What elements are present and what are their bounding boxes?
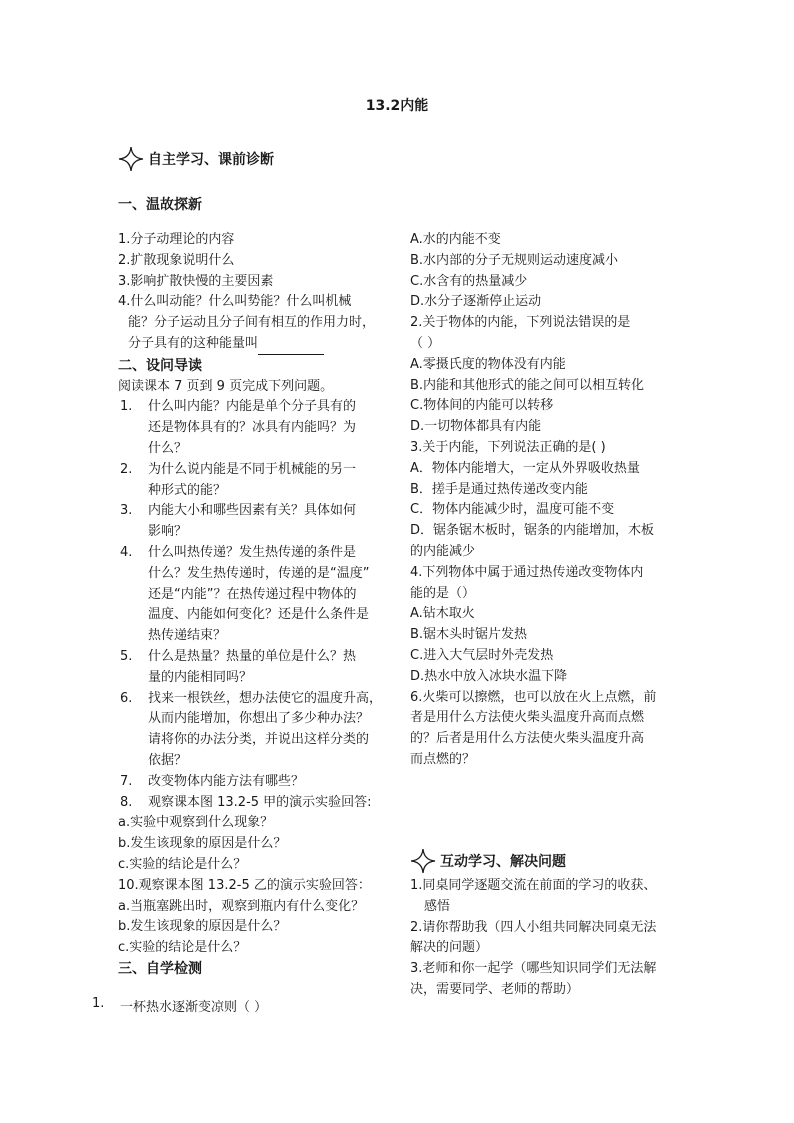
page-title: 13.2内能 (365, 98, 429, 114)
q10-sub: b.发生该现象的原因是什么？ (118, 919, 287, 935)
review-item: 2.扩散现象说明什么 (118, 252, 235, 268)
four-point-star-icon (118, 146, 144, 172)
guided-question: 5. 什么是热量？热量的单位是什么？热 量的内能相同吗？ (120, 648, 357, 685)
four-point-star-icon (410, 848, 436, 874)
q8-sub: a.实验中观察到什么现象？ (118, 815, 274, 831)
interact-item: 2.请你帮助我（四人小组共同解决同桌无法 (410, 919, 657, 935)
option: B．搓手是通过热传递改变内能 (410, 481, 588, 497)
option: D．锯条锯木板时，锯条的内能增加，木板 (410, 523, 655, 539)
interact-item: 解决的问题） (410, 940, 489, 956)
self-test-q1: 1. 一杯热水逐渐变凉则（ ） (92, 996, 268, 1015)
option: D.热水中放入冰块水温下降 (410, 668, 568, 684)
question-line: 3.关于内能，下列说法正确的是( ) (410, 439, 606, 455)
guided-question: 6. 找来一根铁丝，想办法使它的温度升高， 从而内能增加，你想出了多少种办法？ 请将你的办法分类，并说出这样分类的 依据？ (120, 690, 383, 768)
q10-sub: a.当瓶塞跳出时，观察到瓶内有什么变化？ (118, 898, 365, 914)
interact-item: 1.同桌同学逐题交流在前面的学习的收获、 (410, 878, 657, 893)
interactive-study-heading (410, 848, 566, 874)
guided-questions-heading: 二、设问导读 (118, 357, 202, 374)
q8-sub: c.实验的结论是什么？ (118, 856, 247, 872)
option: A．物体内能增大，一定从外界吸收热量 (410, 460, 640, 476)
self-test-heading: 三、自学检测 (118, 960, 202, 977)
option: B.水内部的分子无规则运动速度减小 (410, 252, 619, 268)
interact-item: 感悟 (424, 898, 451, 914)
interactive-study-heading-text: 互动学习、解决问题 (440, 854, 566, 870)
review-item: 3.影响扩散快慢的主要因素 (118, 273, 274, 289)
guided-question: 1. 什么叫内能？内能是单个分子具有的 还是物体具有的？冰具有内能吗？为 什么？ (120, 399, 357, 456)
option: A.水的内能不变 (410, 232, 501, 247)
option: 的内能减少 (410, 543, 476, 559)
option: B.锯木头时锯片发热 (410, 627, 528, 643)
guided-question: 8. 观察课本图 13.2-5 甲的演示实验回答: (120, 794, 372, 810)
question-line: 而点燃的？ (410, 751, 476, 767)
q10-sub: c.实验的结论是什么？ (118, 940, 247, 956)
option: C．物体内能减少时，温度可能不变 (410, 502, 615, 518)
option: B.内能和其他形式的能之间可以相互转化 (410, 377, 645, 393)
question-line: 4.下列物体中属于通过热传递改变物体内 (410, 564, 644, 580)
option: C.进入大气层时外壳发热 (410, 647, 554, 663)
interact-item: 决，需要同学、老师的帮助） (410, 981, 580, 997)
review-heading: 一、温故探新 (118, 197, 202, 213)
option: D.一切物体都具有内能 (410, 419, 542, 435)
guided-question: 7. 改变物体内能方法有哪些？ (120, 773, 305, 789)
interact-list (410, 876, 686, 1001)
guided-intro: 阅读课本 7 页到 9 页完成下列问题。 (118, 378, 334, 394)
question-line: 2.关于物体的内能，下列说法错误的是 (410, 315, 631, 331)
q8-sub: b.发生该现象的原因是什么？ (118, 836, 287, 852)
guided-question: 2. 为什么说内能是不同于机械能的另一 种形式的能？ (120, 461, 357, 498)
fill-in-blank[interactable] (258, 340, 324, 355)
question-line: （ ） (410, 335, 441, 351)
interact-item: 3.老师和你一起学（哪些知识同学们无法解 (410, 961, 657, 977)
review-item-4-line: 分子具有的这种能量叫 (118, 334, 386, 355)
self-study-heading (118, 146, 274, 172)
question-line: 能的是（） (410, 585, 476, 601)
review-item-4-line: 能？分子运动且分子间有相互的作用力时， (128, 315, 376, 331)
option: C.水含有的热量减少 (410, 273, 528, 289)
q10: 10.观察课本图 13.2-5 乙的演示实验回答： (118, 877, 371, 893)
question-line: 者是用什么方法使火柴头温度升高而点燃 (410, 710, 645, 726)
review-item-4-line: 4.什么叫动能？什么叫势能？什么叫机械 (118, 294, 352, 310)
review-item: 1.分子动理论的内容 (118, 232, 235, 247)
left-column (118, 230, 386, 980)
option: D.水分子逐渐停止运动 (410, 294, 542, 310)
question-line: 的？后者是用什么方法使火柴头温度升高 (410, 731, 645, 747)
self-study-heading-text: 自主学习、课前诊断 (148, 152, 274, 168)
question-line: 6.火柴可以擦燃，也可以放在火上点燃，前 (410, 689, 657, 705)
option: C.物体间的内能可以转移 (410, 398, 554, 414)
option: A.钻木取火 (410, 606, 475, 622)
guided-question: 4. 什么叫热传递？发生热传递的条件是 什么？发生热传递时，传递的是“温度” 还是“内能”？在热传递过程中物体的 温度、内能如何变化？还是什么条件是 热传递结束？ (120, 544, 370, 644)
right-column (410, 230, 682, 771)
guided-question: 3. 内能大小和哪些因素有关？具体如何 影响？ (120, 503, 357, 540)
option: A.零摄氏度的物体没有内能 (410, 356, 566, 372)
